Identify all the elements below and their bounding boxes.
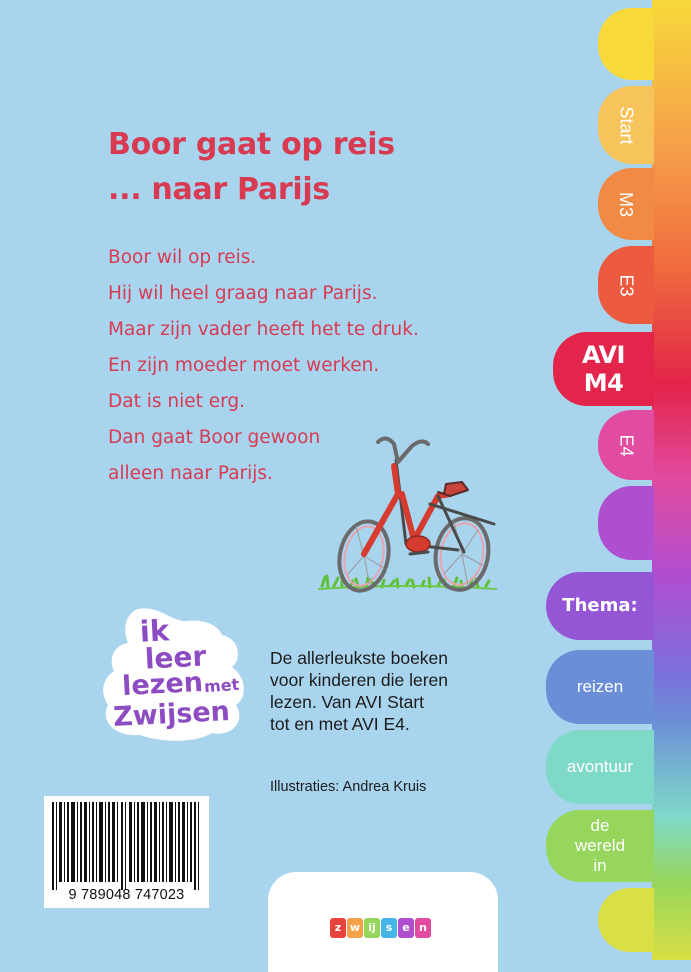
book-title — [108, 122, 395, 212]
tab-level-e4[interactable] — [598, 410, 654, 480]
tab-thema-header — [546, 572, 654, 640]
tab-label — [575, 816, 625, 876]
story-line: En zijn moeder moet werken. — [108, 355, 380, 376]
tab-level-e3[interactable] — [598, 246, 654, 324]
description-line: De allerleukste boeken — [270, 648, 449, 668]
story-line: Boor wil op reis. — [108, 247, 257, 268]
tab-label: M3 — [616, 191, 637, 217]
description-line: tot en met AVI E4. — [270, 714, 410, 734]
tab-label: avontuur — [566, 757, 634, 776]
barcode — [44, 796, 209, 908]
logo-word: ik — [138, 613, 170, 649]
publisher-letter: ij — [364, 918, 380, 938]
publisher-letter: n — [415, 918, 431, 938]
title-line: ... naar Parijs — [108, 172, 330, 207]
active-level-line: M4 — [583, 369, 624, 397]
publisher-letter: w — [347, 918, 363, 938]
tab-level-start[interactable] — [598, 86, 654, 164]
story-line: alleen naar Parijs. — [108, 463, 273, 484]
description-line: lezen. Van AVI Start — [270, 692, 425, 712]
barcode-bars — [44, 800, 209, 892]
tab-level-avi-m4-active[interactable] — [553, 332, 654, 406]
story-line: Maar zijn vader heeft het te druk. — [108, 319, 419, 340]
thema-label: Thema: — [562, 595, 638, 616]
publisher-logo — [330, 918, 431, 938]
bicycle-illustration — [318, 434, 500, 606]
rainbow-stripe — [652, 0, 691, 960]
logo-word: lezen — [121, 666, 204, 703]
publisher-letter: e — [398, 918, 414, 938]
tab-theme-de-wereld-in[interactable] — [546, 810, 654, 882]
tab-label: E4 — [616, 433, 637, 457]
active-level-label — [582, 341, 625, 397]
publisher-letter: z — [330, 918, 346, 938]
tab-label-line: in — [593, 856, 607, 875]
ik-leer-lezen-met-zwijsen-logo — [100, 605, 252, 741]
isbn-number: 9 789048 747023 — [68, 887, 185, 903]
logo-word: leer — [143, 639, 208, 676]
active-level-line: AVI — [582, 341, 625, 369]
logo-word: met — [203, 674, 240, 697]
story-line: Dat is niet erg. — [108, 391, 246, 412]
tab-label: E3 — [616, 273, 637, 297]
tab-label-line: de — [590, 816, 610, 835]
title-line: Boor gaat op reis — [108, 127, 395, 162]
tab-label: Start — [616, 105, 637, 145]
publisher-letter: s — [381, 918, 397, 938]
tab-blank-bottom[interactable] — [598, 888, 654, 952]
story-line: Hij wil heel graag naar Parijs. — [108, 283, 378, 304]
tab-label: reizen — [576, 677, 624, 696]
tab-level-m3[interactable] — [598, 168, 654, 240]
illustrator-credit: Illustraties: Andrea Kruis — [270, 779, 427, 795]
frame-drawing — [364, 438, 494, 554]
logo-word: Zwijsen — [112, 695, 231, 734]
tab-blank-purple[interactable] — [598, 486, 654, 560]
description-line: voor kinderen die leren — [270, 670, 449, 690]
tab-theme-reizen[interactable] — [546, 650, 654, 724]
series-description — [270, 647, 448, 735]
tab-blank-top[interactable] — [598, 8, 654, 80]
story-line: Dan gaat Boor gewoon — [108, 427, 321, 448]
tab-theme-avontuur[interactable] — [546, 730, 654, 804]
tab-label-line: wereld — [574, 836, 626, 855]
